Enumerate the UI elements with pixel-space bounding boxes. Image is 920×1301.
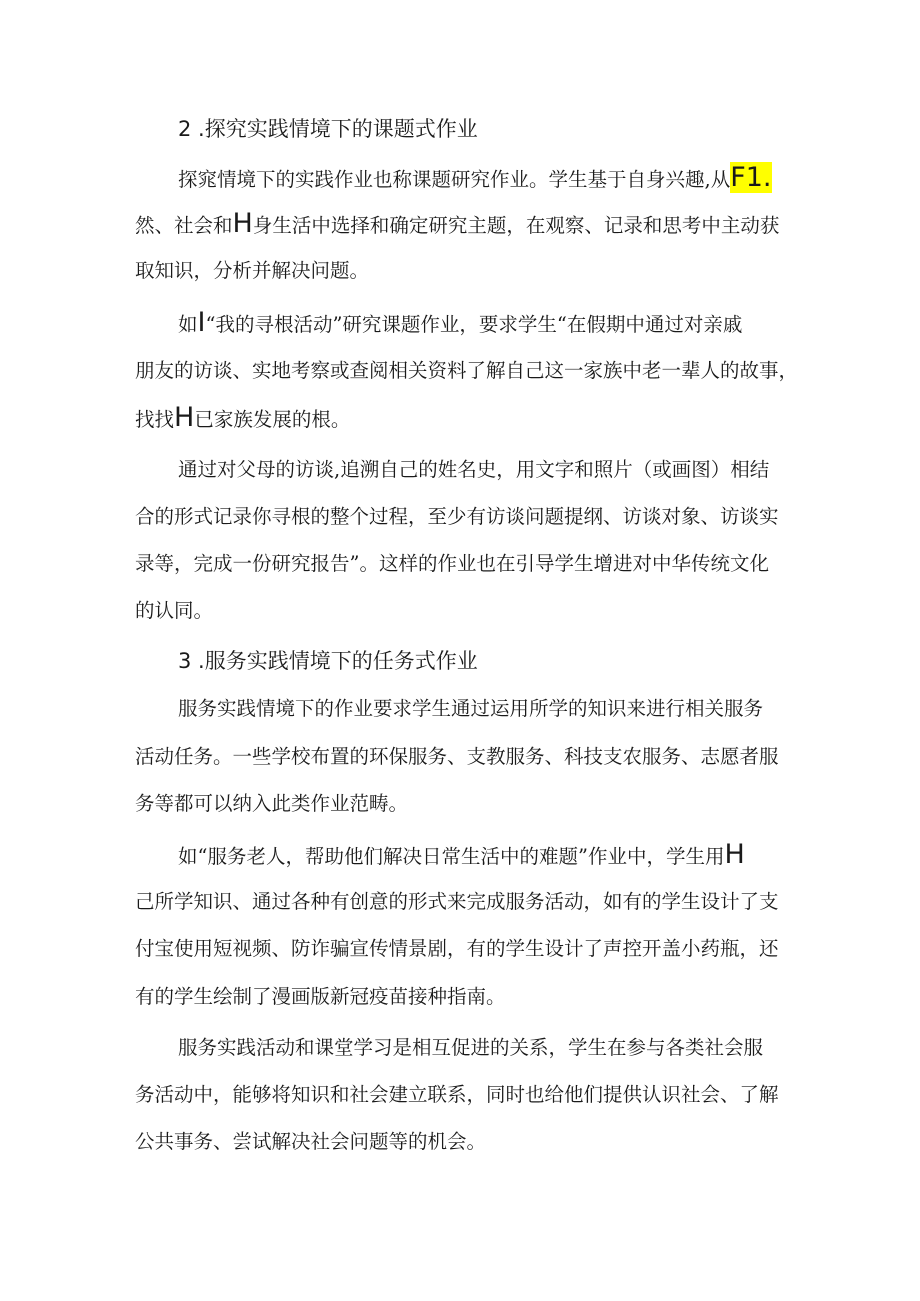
s3-p1-line-2: 活动任务。一些学校布置的环保服务、支教服务、科技支农服务、志愿者服 [135,745,779,768]
s2-p3-line-4: 的认同。 [135,599,214,622]
s2-p2-line-3-text-a: 找找 [135,408,175,431]
s2-p2-line-1-text-b: “我的寻根活动”研究课题作业，要求学生“在假期中通过对亲戚 [205,313,743,336]
s2-p1-line-2 [135,208,780,239]
ocr-artifact-mark: H [174,402,195,433]
s3-p3-line-1: 服务实践活动和课堂学习是相互促进的关系，学生在参与各类社会服 [178,1036,764,1059]
s3-p2-line-2: 己所学知识、通过各种有创意的形式来完成服务活动，如有的学生设计了支 [135,890,779,913]
s3-p2-line-1 [178,839,745,870]
section-3-heading: 3 .服务实践情境下的任务式作业 [178,649,478,673]
s3-p3-line-2: 务活动中，能够将知识和社会建立联系，同时也给他们提供认识社会、了解 [135,1083,779,1106]
s3-p1-line-3: 务等都可以纳入此类作业范畴。 [135,792,409,815]
s2-p2-line-1-text-a: 如 [178,313,198,336]
s3-p2-line-1-text: 如“服务老人，帮助他们解决日常生活中的难题”作业中，学生用 [178,845,725,868]
s2-p2-line-2: 朋友的访谈、实地考察或查阅相关资料了解自己这一家族中老一辈人的故事， [135,359,799,382]
s3-p3-line-3: 公共事务、尝试解决社会问题等的机会。 [135,1130,487,1153]
s3-p2-line-4: 有的学生绘制了漫画版新冠疫苗接种指南。 [135,985,506,1008]
s2-p1-line-2-text-b: 身生活中选择和确定研究主题，在观察、记录和思考中主动获 [252,214,780,237]
s2-p3-line-3: 录等，完成一份研究报告”。这样的作业也在引导学生增进对中华传统文化 [135,552,769,575]
s2-p2-line-1 [178,307,743,338]
s3-p1-line-1: 服务实践情境下的作业要求学生通过运用所学的知识来进行相关服务 [178,697,764,720]
s2-p3-line-2: 合的形式记录你寻根的整个过程，至少有访谈问题提纲、访谈对象、访谈实 [135,505,779,528]
s2-p1-line-1 [178,162,772,193]
s2-p1-line-2-text-a: 然、社会和 [135,214,233,237]
s2-p3-line-1: 通过对父母的访谈,追溯自己的姓名史，用文字和照片（或画图）相结 [178,458,770,481]
s2-p2-line-3-text-b: 已家族发展的根。 [194,408,351,431]
ocr-artifact-mark: H [724,839,745,870]
s3-p2-line-3: 付宝使用短视频、防诈骗宣传情景剧，有的学生设计了声控开盖小药瓶，还 [135,937,779,960]
ocr-artifact-mark: I [197,307,206,338]
s2-p1-line-1-text: 探窕情境下的实践作业也称课题研究作业。学生基于自身兴趣,从 [178,168,731,191]
ocr-artifact-mark: F1. [730,162,772,193]
s2-p1-line-3: 取知识，分析并解决问题。 [135,259,370,282]
section-2-heading: 2 .探究实践情境下的课题式作业 [178,117,478,141]
ocr-artifact-mark: H [232,208,253,239]
s2-p2-line-3 [135,402,351,433]
